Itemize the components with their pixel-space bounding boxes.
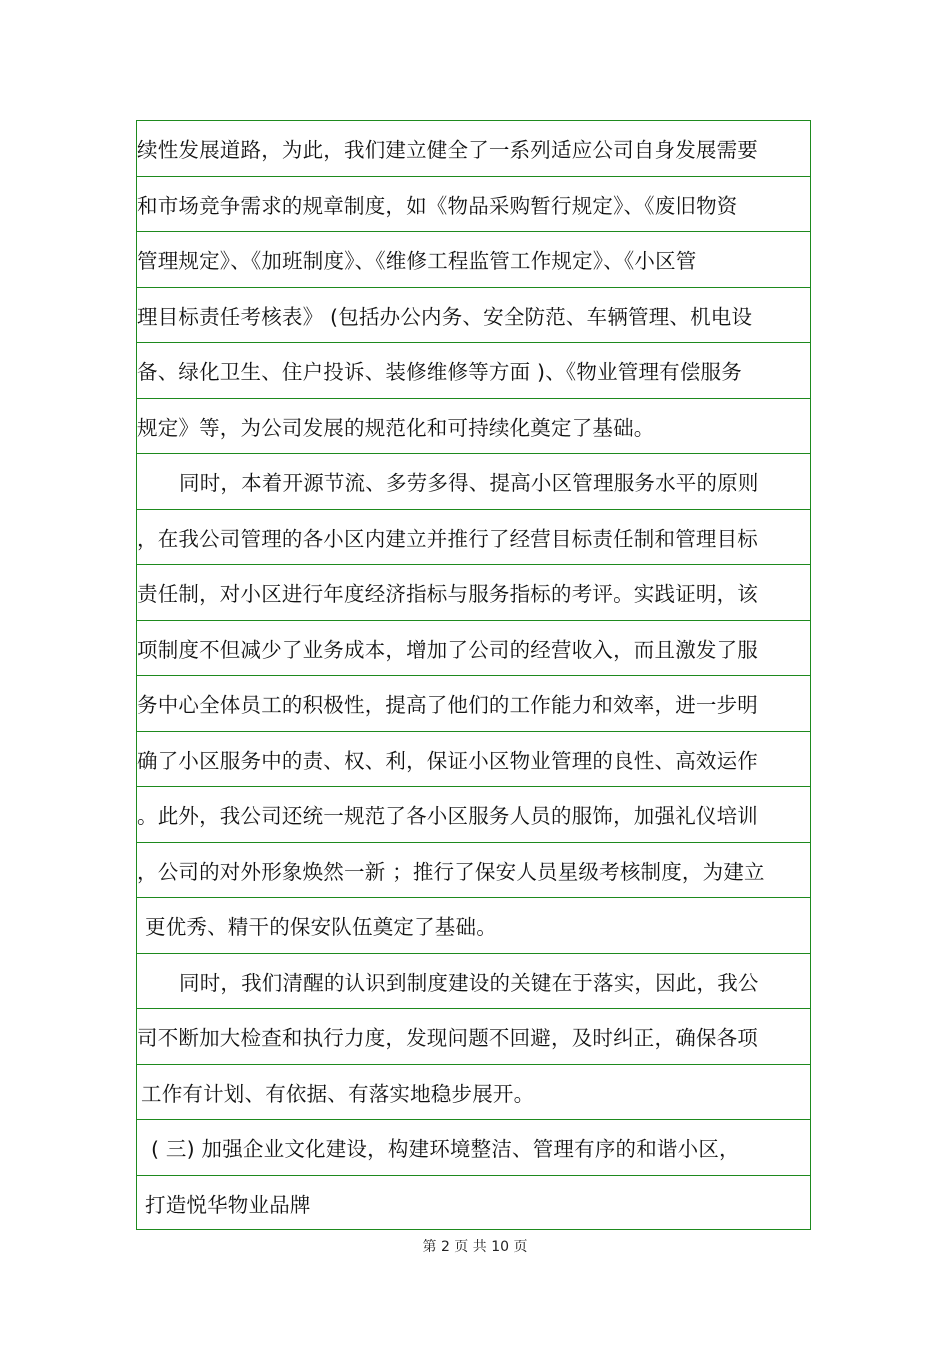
text-line: [137, 954, 810, 1010]
text-line: [137, 843, 810, 899]
section-heading: [137, 1176, 810, 1232]
line-text: 责任制，对小区进行年度经济指标与服务指标的考评。实践证明，该: [137, 582, 758, 607]
text-line: [137, 898, 810, 954]
line-text: 打造悦华物业品牌: [145, 1193, 311, 1218]
text-line: [137, 621, 810, 677]
text-line: [137, 732, 810, 788]
line-text: ，在我公司管理的各小区内建立并推行了经营目标责任制和管理目标: [137, 526, 758, 551]
line-text: 项制度不但减少了业务成本，增加了公司的经营收入，而且激发了服: [137, 637, 758, 662]
document-body: [136, 120, 811, 1230]
text-line: [137, 232, 810, 288]
line-text: 和市场竞争需求的规章制度，如《物品采购暂行规定》、《废旧物资: [137, 193, 738, 218]
line-text: 理目标责任考核表》 (包括办公内务、安全防范、车辆管理、机电设: [137, 304, 753, 329]
line-text: 。此外，我公司还统一规范了各小区服务人员的服饰，加强礼仪培训: [137, 804, 758, 829]
line-text: 管理规定》、《加班制度》、《维修工程监管工作规定》、《小区管: [137, 249, 697, 274]
text-line: [137, 343, 810, 399]
text-line: [137, 454, 810, 510]
line-text: ( 三) 加强企业文化建设，构建环境整洁、管理有序的和谐小区，: [151, 1137, 740, 1162]
line-text: 续性发展道路，为此，我们建立健全了一系列适应公司自身发展需要: [137, 138, 758, 163]
line-text: 务中心全体员工的积极性，提高了他们的工作能力和效率，进一步明: [137, 693, 758, 718]
line-text: 备、绿化卫生、住户投诉、装修维修等方面 )、《物业管理有偿服务: [137, 360, 742, 385]
text-line: [137, 399, 810, 455]
text-line: [137, 1009, 810, 1065]
text-line: [137, 1065, 810, 1121]
text-line: [137, 787, 810, 843]
line-text: 同时，我们清醒的认识到制度建设的关键在于落实，因此，我公: [179, 970, 759, 995]
section-heading: [137, 1120, 810, 1176]
line-text: 规定》等，为公司发展的规范化和可持续化奠定了基础。: [137, 415, 655, 440]
text-line: [137, 510, 810, 566]
page-number-footer: 第 2 页 共 10 页: [422, 1239, 528, 1255]
line-text: 同时，本着开源节流、多劳多得、提高小区管理服务水平的原则: [179, 471, 759, 496]
text-line: [137, 565, 810, 621]
line-text: 更优秀、精干的保安队伍奠定了基础。: [145, 915, 497, 940]
line-text: 司不断加大检查和执行力度，发现问题不回避，及时纠正，确保各项: [137, 1026, 758, 1051]
line-text: 确了小区服务中的责、权、利，保证小区物业管理的良性、高效运作: [137, 748, 758, 773]
text-line: [137, 121, 810, 177]
line-text: ，公司的对外形象焕然一新 ；推行了保安人员星级考核制度，为建立: [137, 859, 765, 884]
line-text: 工作有计划、有依据、有落实地稳步展开。: [141, 1081, 535, 1106]
text-line: [137, 676, 810, 732]
text-line: [137, 288, 810, 344]
text-line: [137, 177, 810, 233]
